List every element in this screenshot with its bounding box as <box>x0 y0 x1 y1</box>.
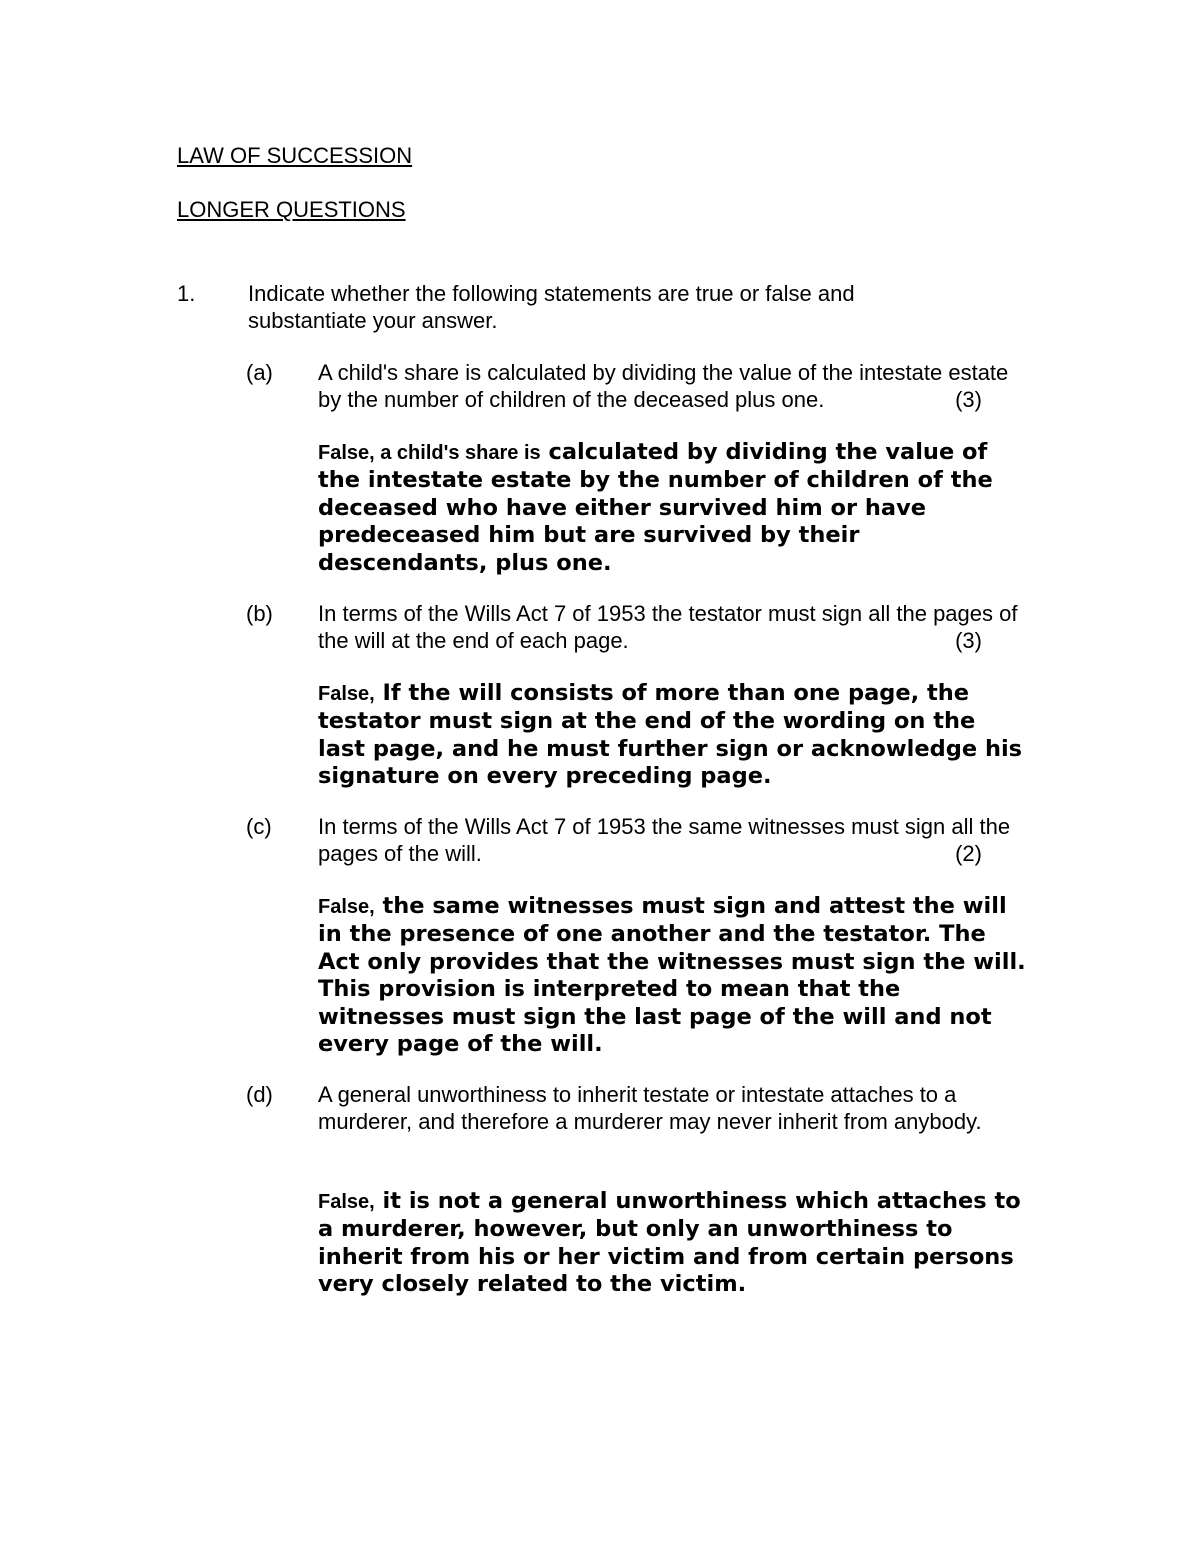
part-b-answer-lead: False, <box>318 683 375 705</box>
section-heading: LONGER QUESTIONS <box>177 197 406 222</box>
part-a-answer-lead: False, a child's share is <box>318 442 541 464</box>
part-a-answer-body: calculated by dividing the value of the intestate estate by the number of children of the deceased who have either survived him or have predeceased him but are survived by their descendants, plus one. <box>318 439 993 576</box>
part-c-answer <box>318 893 1030 1058</box>
part-a-answer <box>318 439 1030 577</box>
part-a-label: (a) <box>246 360 273 385</box>
document-title: LAW OF SUCCESSION <box>177 143 413 168</box>
part-c-answer-body: the same witnesses must sign and attest the will in the presence of one another and the testator. The Act only provides that the witnesses must sign the will. This provision is interpreted to mean that the witnesses must sign the last page of the will and not every page of the will. <box>318 893 1026 1058</box>
part-d-answer-body: it is not a general unworthiness which attaches to a murderer, however, but only an unworthiness to inherit from his or her victim and from certain persons very closely related to the victim. <box>318 1188 1021 1298</box>
question-text: Indicate whether the following statements are true or false and substantiate your answer. <box>248 281 855 333</box>
part-b-marks: (3) <box>955 628 982 653</box>
question-number: 1. <box>177 281 196 306</box>
part-c-label: (c) <box>246 814 272 839</box>
part-c-answer-lead: False, <box>318 896 375 918</box>
part-a-marks: (3) <box>955 387 982 412</box>
part-b-answer-body: If the will consists of more than one page, the testator must sign at the end of the wording on the last page, and he must further sign or acknowledge his signature on every preceding page. <box>318 680 1023 790</box>
part-d-answer-lead: False, <box>318 1191 375 1213</box>
part-b-statement: In terms of the Wills Act 7 of 1953 the testator must sign all the pages of the will at the end of each page. <box>318 601 1018 653</box>
part-d-statement: A general unworthiness to inherit testate or intestate attaches to a murderer, and therefore a murderer may never inherit from anybody. <box>318 1082 982 1134</box>
part-b-label: (b) <box>246 601 273 626</box>
part-d-label: (d) <box>246 1082 273 1107</box>
part-c-marks: (2) <box>955 841 982 866</box>
part-d-answer <box>318 1188 1030 1299</box>
part-a-statement: A child's share is calculated by dividing the value of the intestate estate by the number of children of the deceased plus one. <box>318 360 1009 412</box>
part-b-answer <box>318 680 1030 791</box>
part-c-statement: In terms of the Wills Act 7 of 1953 the same witnesses must sign all the pages of the will. <box>318 814 1011 866</box>
